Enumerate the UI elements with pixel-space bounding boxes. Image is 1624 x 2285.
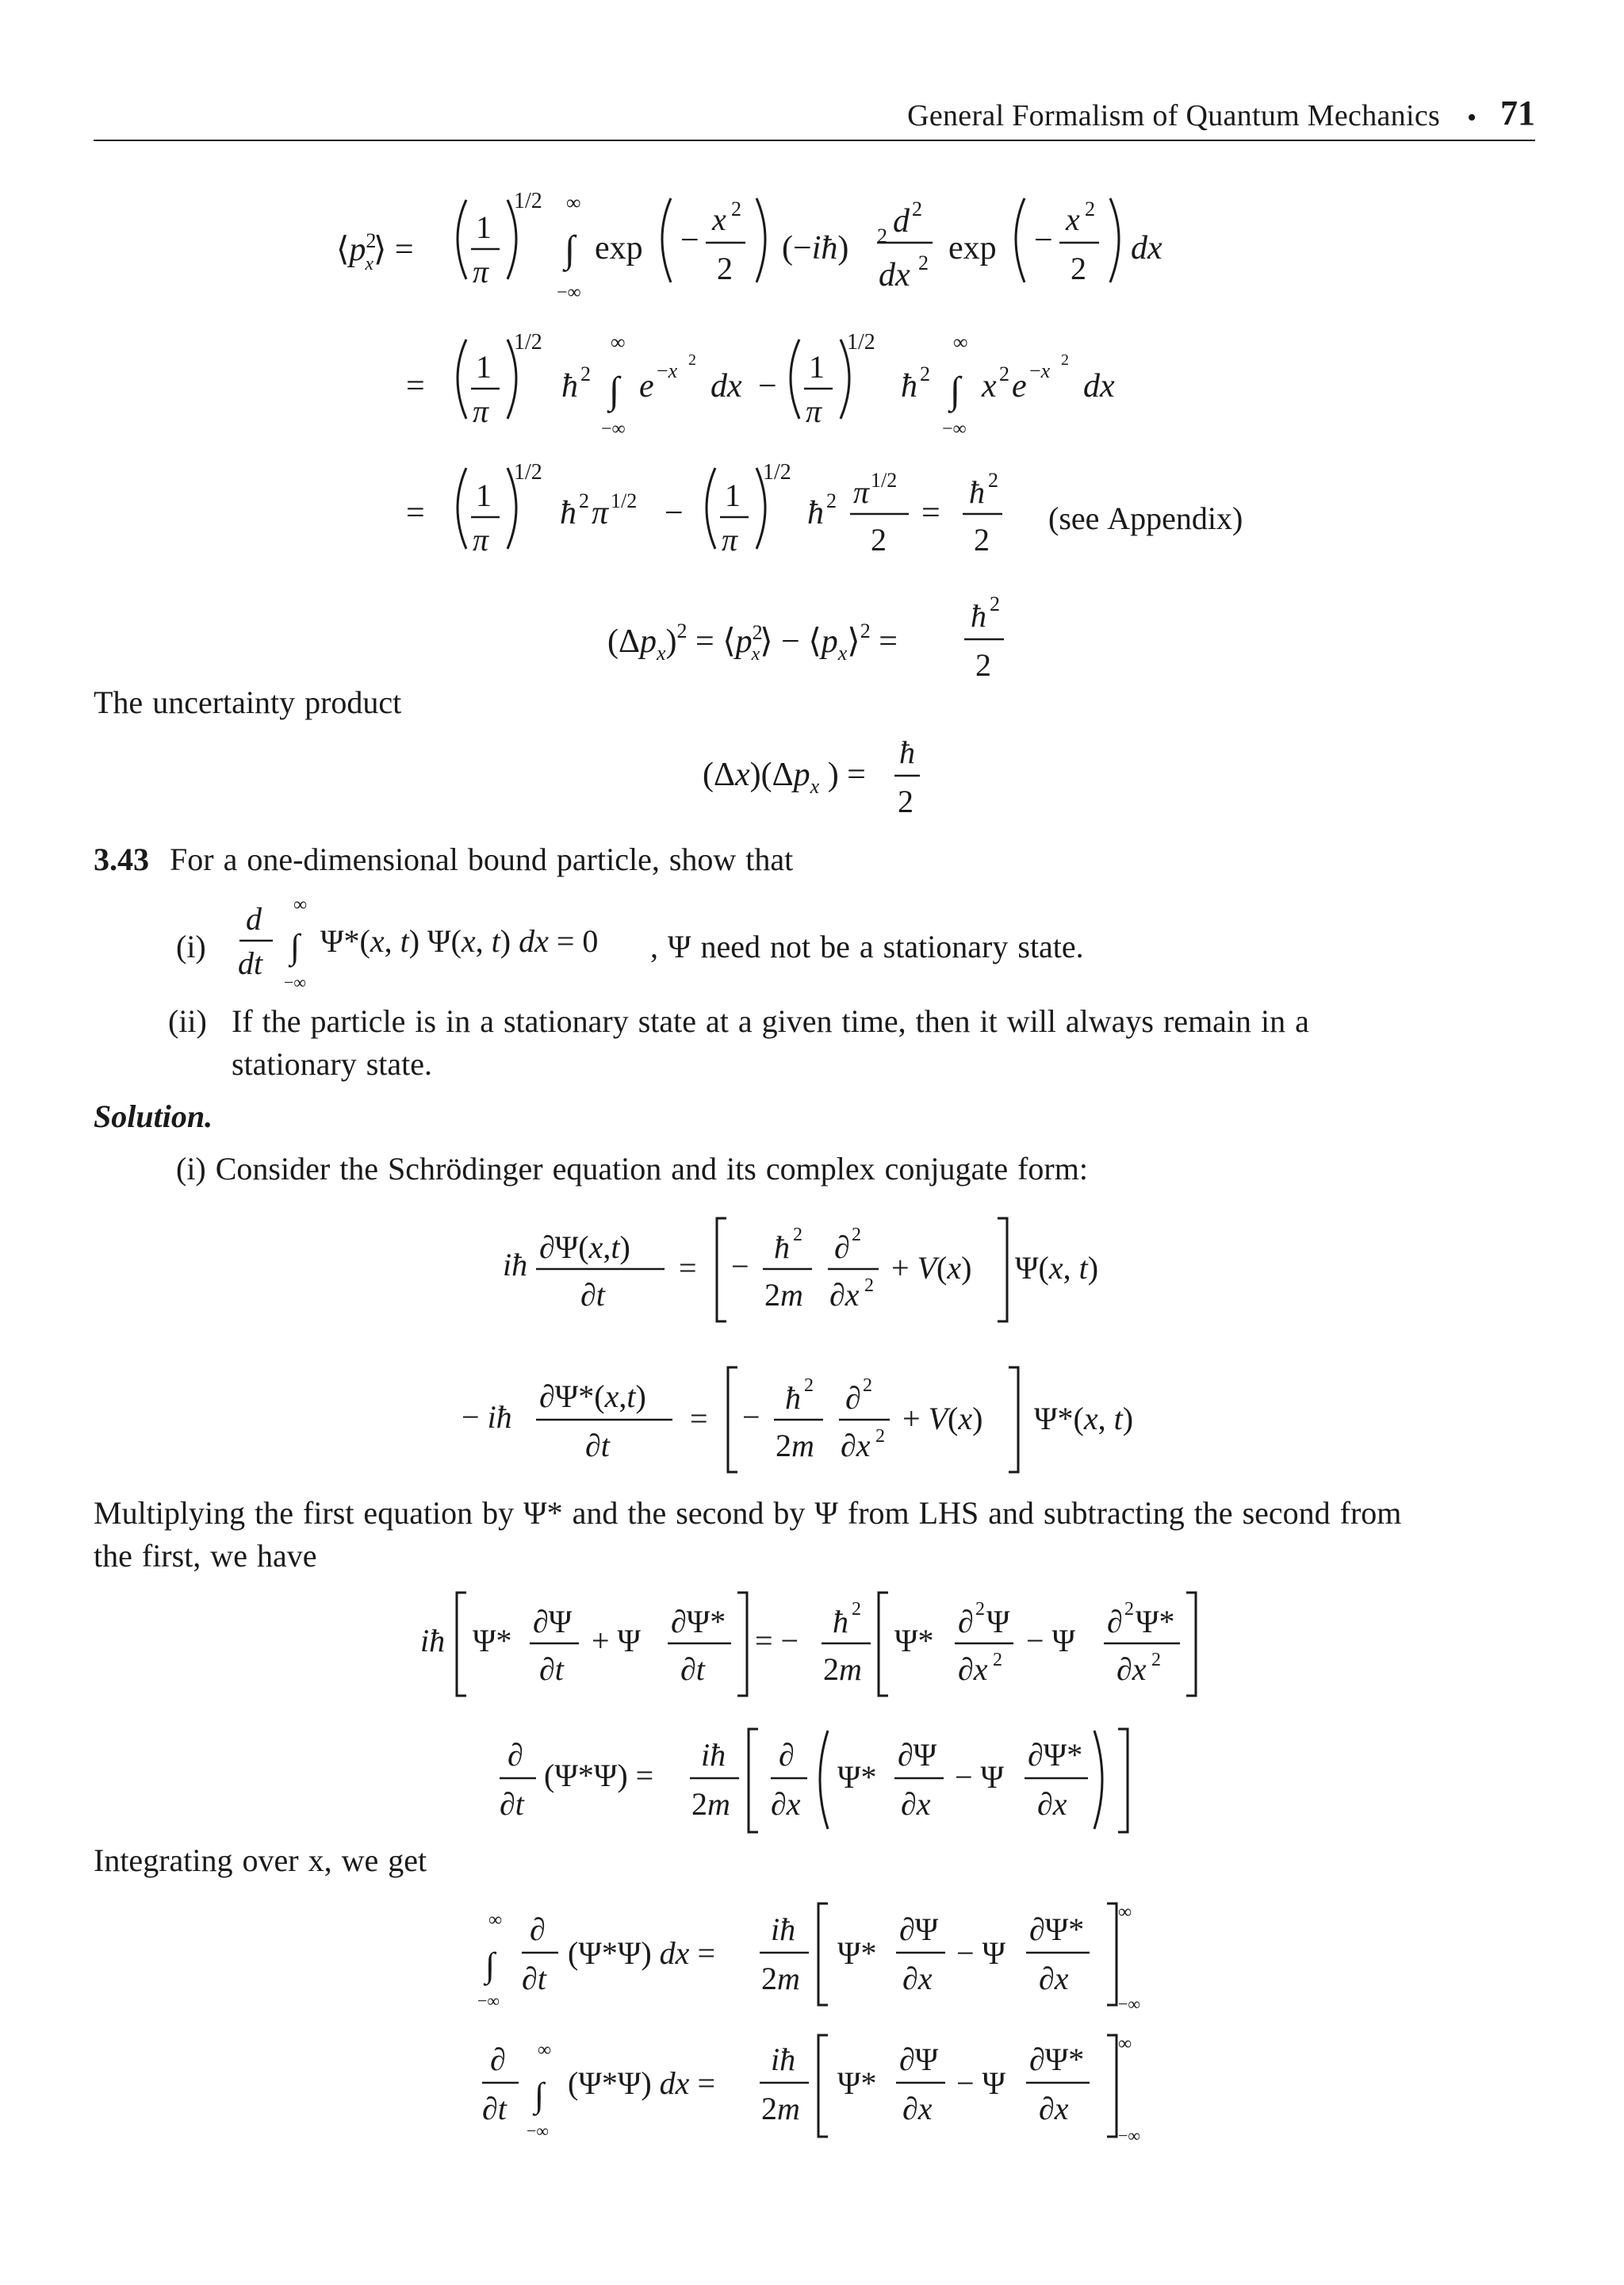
svg-text:d: d xyxy=(246,901,262,937)
svg-text:1: 1 xyxy=(476,209,492,245)
solution-label: Solution. xyxy=(94,1098,213,1134)
svg-text:π: π xyxy=(592,495,609,531)
svg-text:Ψ*(x, t): Ψ*(x, t) xyxy=(1034,1401,1134,1436)
svg-text:ħ: ħ xyxy=(971,598,986,634)
svg-text:ħ: ħ xyxy=(785,1380,801,1416)
svg-text:∂Ψ: ∂Ψ xyxy=(899,2042,939,2077)
svg-text:1/2: 1/2 xyxy=(514,330,542,355)
svg-text:∂Ψ*: ∂Ψ* xyxy=(1029,1911,1085,1947)
svg-text:2: 2 xyxy=(975,1599,985,1620)
svg-text:Ψ*: Ψ* xyxy=(837,2065,877,2101)
svg-text:1: 1 xyxy=(725,477,741,513)
svg-text:2: 2 xyxy=(875,1426,885,1447)
svg-text:=: = xyxy=(406,495,425,531)
part-i-tail: , Ψ need not be a stationary state. xyxy=(650,929,1084,964)
svg-text:∂Ψ: ∂Ψ xyxy=(898,1737,937,1773)
svg-text:2: 2 xyxy=(912,197,922,220)
svg-text:2: 2 xyxy=(826,489,837,512)
svg-text:−x: −x xyxy=(657,359,678,382)
svg-text:d: d xyxy=(893,203,910,240)
svg-text:∂: ∂ xyxy=(1107,1604,1123,1639)
svg-text:∂Ψ*: ∂Ψ* xyxy=(671,1604,726,1639)
svg-text:∫: ∫ xyxy=(950,370,961,412)
svg-text:∂: ∂ xyxy=(845,1380,861,1416)
svg-text:−∞: −∞ xyxy=(284,972,307,992)
svg-text:−∞: −∞ xyxy=(557,282,581,303)
part-ii-line2: stationary state. xyxy=(232,1046,433,1082)
svg-text:2m: 2m xyxy=(823,1651,862,1687)
svg-text:Ψ: Ψ xyxy=(986,1604,1010,1639)
svg-text:2: 2 xyxy=(898,784,914,819)
integrating-text: Integrating over x, we get xyxy=(94,1842,427,1878)
svg-text:(−iħ): (−iħ) xyxy=(782,230,849,266)
svg-text:1/2: 1/2 xyxy=(514,189,542,213)
svg-text:iħ: iħ xyxy=(771,1911,796,1947)
svg-text:Ψ*: Ψ* xyxy=(837,1759,877,1795)
svg-text:−: − xyxy=(1034,222,1053,259)
svg-text:2: 2 xyxy=(999,362,1009,385)
svg-text:−: − xyxy=(731,1248,749,1284)
svg-text:dx: dx xyxy=(879,257,910,293)
svg-text:∞: ∞ xyxy=(538,2040,552,2061)
svg-text:− iħ: − iħ xyxy=(462,1399,512,1435)
svg-text:∫: ∫ xyxy=(565,228,576,270)
svg-text:∂t: ∂t xyxy=(539,1651,564,1687)
svg-text:1/2: 1/2 xyxy=(871,469,898,492)
svg-text:Ψ(x, t): Ψ(x, t) xyxy=(1015,1250,1099,1286)
svg-text:∂Ψ: ∂Ψ xyxy=(899,1911,939,1947)
svg-text:x: x xyxy=(982,368,997,404)
svg-text:2m: 2m xyxy=(776,1428,814,1463)
svg-text:1/2: 1/2 xyxy=(763,460,791,485)
svg-text:iħ: iħ xyxy=(420,1623,446,1658)
svg-text:2: 2 xyxy=(804,1375,814,1396)
svg-text:− Ψ: − Ψ xyxy=(956,1935,1006,1971)
svg-text:−: − xyxy=(665,495,684,531)
svg-text:∂x: ∂x xyxy=(901,1786,931,1822)
svg-text:Ψ*(x, t) Ψ(x, t) dx = 0: Ψ*(x, t) Ψ(x, t) dx = 0 xyxy=(320,923,599,959)
svg-text:2: 2 xyxy=(793,1225,802,1245)
svg-text:2: 2 xyxy=(852,1599,861,1620)
svg-text:∂t: ∂t xyxy=(522,1961,546,1996)
svg-text:−∞: −∞ xyxy=(477,1991,500,2011)
svg-text:2: 2 xyxy=(877,224,887,247)
part-ii-label: (ii) xyxy=(168,1003,207,1039)
svg-text:2: 2 xyxy=(1071,251,1086,286)
svg-text:(Ψ*Ψ) dx =: (Ψ*Ψ) dx = xyxy=(568,2065,715,2101)
svg-text:1/2: 1/2 xyxy=(847,330,875,355)
svg-text:ħ: ħ xyxy=(901,368,917,404)
svg-text:ħ: ħ xyxy=(561,368,578,404)
svg-text:1/2: 1/2 xyxy=(611,489,638,512)
svg-text:2: 2 xyxy=(864,1275,874,1296)
svg-text:−∞: −∞ xyxy=(527,2121,550,2141)
svg-text:1: 1 xyxy=(809,349,825,385)
svg-text:∂x: ∂x xyxy=(829,1277,860,1313)
svg-text:2: 2 xyxy=(1061,351,1069,369)
svg-text:⟨p2x⟩ =: $⟨p^2$ x⟩ = xyxy=(336,229,414,274)
svg-text:− Ψ: − Ψ xyxy=(956,2065,1006,2101)
svg-text:2: 2 xyxy=(852,1225,861,1245)
svg-text:2m: 2m xyxy=(761,1961,800,1996)
solution-part-i: (i) Consider the Schrödinger equation and its complex conjugate form: xyxy=(176,1151,1088,1187)
svg-text:=: = xyxy=(679,1250,697,1286)
svg-text:2: 2 xyxy=(580,362,591,385)
svg-text:π: π xyxy=(722,522,738,558)
svg-text:−: − xyxy=(758,368,777,404)
svg-text:∂t: ∂t xyxy=(500,1786,524,1822)
svg-text:dx: dx xyxy=(1131,230,1162,266)
svg-text:1: 1 xyxy=(476,349,492,385)
svg-text:−: − xyxy=(680,222,699,259)
svg-text:∞: ∞ xyxy=(1118,2034,1132,2054)
svg-text:∂: ∂ xyxy=(490,2042,506,2077)
svg-text:π: π xyxy=(806,393,822,429)
svg-text:e: e xyxy=(639,368,654,404)
svg-text:dx: dx xyxy=(1083,368,1115,404)
svg-text:−∞: −∞ xyxy=(1118,1994,1141,2014)
svg-text:∫: ∫ xyxy=(609,370,620,412)
svg-text:∂t: ∂t xyxy=(680,1651,705,1687)
svg-text:2: 2 xyxy=(990,592,1000,615)
svg-text:ħ: ħ xyxy=(833,1604,848,1639)
svg-text:2: 2 xyxy=(863,1375,872,1396)
svg-text:iħ: iħ xyxy=(701,1737,726,1773)
multiplying-line2: the first, we have xyxy=(94,1538,317,1574)
svg-text:(Ψ*Ψ) =: (Ψ*Ψ) = xyxy=(544,1758,654,1793)
svg-text:∂Ψ*: ∂Ψ* xyxy=(1029,2042,1085,2077)
svg-text:∞: ∞ xyxy=(611,331,626,354)
svg-text:2: 2 xyxy=(871,522,887,558)
svg-text:2: 2 xyxy=(579,489,589,512)
svg-text:x: x xyxy=(1066,201,1080,237)
svg-text:π: π xyxy=(473,522,489,558)
problem-3-43 xyxy=(94,838,793,882)
svg-text:∫: ∫ xyxy=(485,1946,496,1984)
svg-text:−∞: −∞ xyxy=(1118,2126,1141,2145)
svg-text:Ψ*: Ψ* xyxy=(473,1623,512,1658)
svg-text:−∞: −∞ xyxy=(601,419,626,439)
svg-text:∂x: ∂x xyxy=(958,1651,988,1687)
svg-text:e: e xyxy=(1012,368,1027,404)
svg-text:π: π xyxy=(473,254,489,289)
svg-text:∂Ψ: ∂Ψ xyxy=(533,1604,573,1639)
svg-text:−∞: −∞ xyxy=(942,419,967,439)
svg-text:2: 2 xyxy=(974,522,990,558)
svg-text:+ Ψ: + Ψ xyxy=(592,1623,642,1658)
svg-text:=: = xyxy=(406,368,425,404)
svg-text:+ V(x): + V(x) xyxy=(902,1401,983,1436)
svg-text:∞: ∞ xyxy=(293,895,308,915)
svg-text:−x: −x xyxy=(1029,359,1051,382)
svg-text:=: = xyxy=(690,1401,708,1436)
svg-text:∂: ∂ xyxy=(779,1737,795,1773)
svg-text:exp: exp xyxy=(948,230,997,266)
svg-text:2: 2 xyxy=(975,647,991,683)
svg-text:∂x: ∂x xyxy=(902,1961,933,1996)
svg-text:iħ: iħ xyxy=(771,2042,796,2077)
svg-text:=: = xyxy=(921,495,940,531)
svg-text:∫: ∫ xyxy=(290,927,301,966)
chapter-title: General Formalism of Quantum Mechanics xyxy=(907,99,1441,132)
svg-text:2m: 2m xyxy=(691,1786,730,1822)
svg-text:2m: 2m xyxy=(761,2091,800,2126)
svg-text:ħ: ħ xyxy=(969,474,985,510)
svg-text:2: 2 xyxy=(717,251,733,286)
svg-text:∂x: ∂x xyxy=(1039,1961,1069,1996)
svg-text:x: x xyxy=(712,201,726,237)
svg-text:− Ψ: − Ψ xyxy=(1026,1623,1076,1658)
problem-statement: For a one-dimensional bound particle, show that xyxy=(170,842,794,877)
svg-text:(Ψ*Ψ) dx =: (Ψ*Ψ) dx = xyxy=(568,1935,715,1971)
svg-text:∂x: ∂x xyxy=(902,2091,933,2126)
svg-text:π: π xyxy=(473,393,489,429)
svg-text:2: 2 xyxy=(988,469,998,492)
svg-text:∂x: ∂x xyxy=(1039,2091,1069,2126)
svg-text:∞: ∞ xyxy=(1118,1902,1132,1923)
svg-text:ħ: ħ xyxy=(774,1229,790,1265)
svg-text:∫: ∫ xyxy=(534,2076,545,2114)
svg-text:= −: = − xyxy=(755,1623,799,1658)
multiplying-line1: Multiplying the first equation by Ψ* and the second by Ψ from LHS and subtracting the second from xyxy=(94,1495,1402,1531)
svg-text:∞: ∞ xyxy=(488,1910,503,1930)
problem-number: 3.43 xyxy=(94,842,149,877)
svg-text:2: 2 xyxy=(1124,1599,1134,1620)
svg-text:∂: ∂ xyxy=(958,1604,974,1639)
svg-text:Ψ*: Ψ* xyxy=(1136,1604,1175,1639)
svg-text:∂t: ∂t xyxy=(482,2091,507,2126)
page-number: 71 xyxy=(1500,94,1535,132)
bullet-separator: • xyxy=(1467,103,1477,132)
svg-text:∂x: ∂x xyxy=(1116,1651,1147,1687)
svg-text:∂x: ∂x xyxy=(771,1786,801,1822)
svg-text:2: 2 xyxy=(1085,197,1095,220)
svg-text:∞: ∞ xyxy=(953,331,968,354)
svg-text:∂: ∂ xyxy=(530,1911,546,1947)
svg-text:2m: 2m xyxy=(764,1277,803,1313)
svg-text:π: π xyxy=(853,474,870,510)
svg-text:dx: dx xyxy=(710,368,742,404)
svg-text:exp: exp xyxy=(595,230,643,266)
see-appendix-note: (see Appendix) xyxy=(1048,500,1243,536)
svg-text:2: 2 xyxy=(731,197,741,220)
svg-text:−: − xyxy=(742,1399,760,1435)
svg-text:∂t: ∂t xyxy=(580,1277,605,1313)
uncertainty-product-text: The uncertainty product xyxy=(94,684,402,720)
svg-text:ħ: ħ xyxy=(560,495,576,531)
svg-text:ħ: ħ xyxy=(899,734,915,770)
svg-text:∂Ψ(x,t): ∂Ψ(x,t) xyxy=(539,1229,630,1265)
part-i-label: (i) xyxy=(176,929,206,964)
svg-text:∂Ψ*: ∂Ψ* xyxy=(1028,1737,1083,1773)
svg-text:2: 2 xyxy=(920,362,930,385)
svg-text:2: 2 xyxy=(993,1650,1002,1670)
svg-text:∂x: ∂x xyxy=(1037,1786,1067,1822)
svg-text:+ V(x): + V(x) xyxy=(891,1250,972,1286)
svg-text:2: 2 xyxy=(918,251,929,274)
svg-text:∂x: ∂x xyxy=(841,1428,871,1463)
svg-text:(Δx)(Δpx ) =: $(\Delta x)(\Delta p_x$ ) = xyxy=(703,757,866,798)
svg-text:iħ: iħ xyxy=(503,1247,528,1282)
svg-text:∞: ∞ xyxy=(566,191,581,214)
svg-text:(Δpx)2 = ⟨p2x⟩ − ⟨px⟩2 =: $(\Delta p_x)^2$ = $⟨p^2$ x⟩ − $⟨p_x⟩^2$ = xyxy=(607,619,898,665)
svg-text:1: 1 xyxy=(476,477,492,513)
svg-text:Ψ*: Ψ* xyxy=(837,1935,877,1971)
part-ii-line1: If the particle is in a stationary state at a given time, then it will always remain in a xyxy=(232,1003,1309,1039)
svg-text:ħ: ħ xyxy=(807,495,824,531)
svg-text:∂t: ∂t xyxy=(585,1428,610,1463)
svg-text:Ψ*: Ψ* xyxy=(894,1623,934,1658)
svg-text:dt: dt xyxy=(238,945,263,981)
svg-text:2: 2 xyxy=(688,351,696,369)
svg-text:2: 2 xyxy=(1151,1650,1161,1670)
svg-text:∂: ∂ xyxy=(508,1737,523,1773)
svg-text:∂Ψ*(x,t): ∂Ψ*(x,t) xyxy=(539,1378,646,1414)
svg-text:∂: ∂ xyxy=(834,1229,850,1265)
svg-text:1/2: 1/2 xyxy=(514,460,542,485)
svg-text:− Ψ: − Ψ xyxy=(955,1759,1005,1795)
